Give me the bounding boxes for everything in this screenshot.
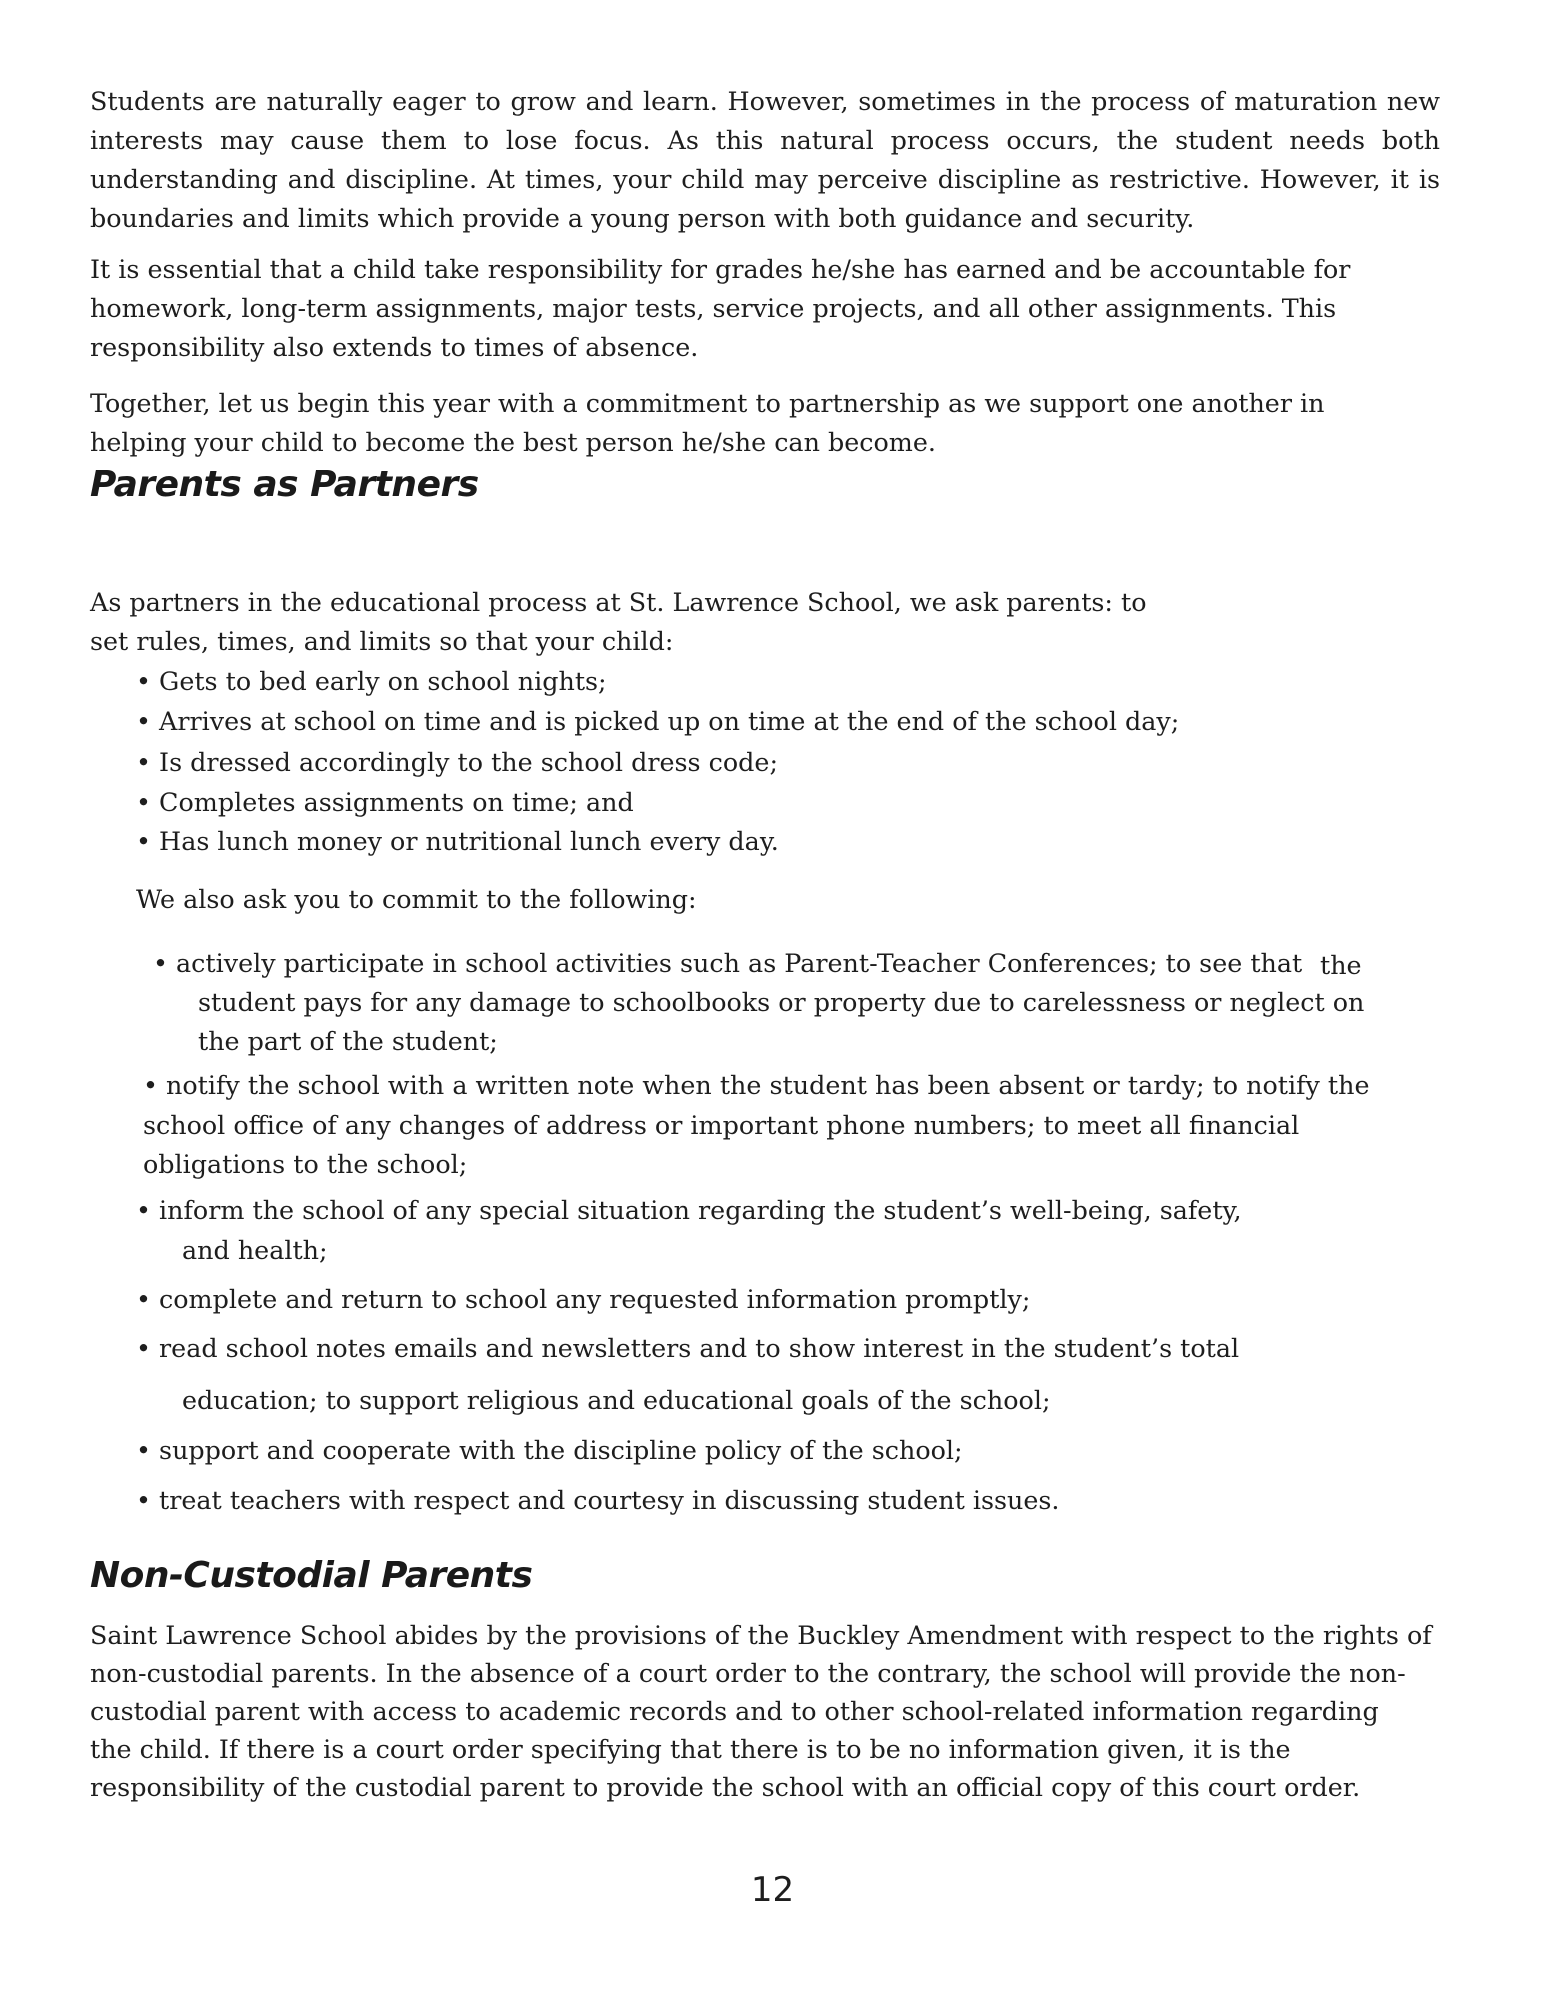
non-custodial-line: non-custodial parents. In the absence of a court order to the contrary, the school will provide the non- xyxy=(90,1658,1406,1688)
rule-item: • Completes assignments on time; and xyxy=(136,787,634,817)
commitment-item-continued: school office of any changes of address or important phone numbers; to meet all financial xyxy=(143,1110,1300,1140)
non-custodial-line: custodial parent with access to academic records and to other school-related information regarding xyxy=(90,1696,1379,1726)
commitment-item-continued: the part of the student; xyxy=(198,1026,498,1056)
commitment-item: • complete and return to school any requested information promptly; xyxy=(136,1284,1031,1314)
intro-paragraph-2: It is essential that a child take responsibility for grades he/she has earned and be accountable for homework, long-term assignments, major tests, service projects, and all other assignments. This responsibility also extends to times of absence. xyxy=(90,254,1351,362)
commitment-item-continued: education; to support religious and educational goals of the school; xyxy=(182,1385,1051,1415)
intro-paragraph-3: Together, let us begin this year with a commitment to partnership as we support one another in helping your child to become the best person he/she can become. xyxy=(90,388,1325,457)
rule-item: • Arrives at school on time and is picked up on time at the end of the school day; xyxy=(136,706,1180,736)
commitment-item-continued: student pays for any damage to schoolbooks or property due to carelessness or neglect on xyxy=(198,987,1365,1017)
commitment-item: • notify the school with a written note when the student has been absent or tardy; to notify the xyxy=(143,1070,1370,1100)
partners-intro-line-1: As partners in the educational process at St. Lawrence School, we ask parents: to xyxy=(90,587,1147,617)
commitment-item: • actively participate in school activities such as Parent-Teacher Conferences; to see that xyxy=(153,948,1303,978)
rule-item: • Gets to bed early on school nights; xyxy=(136,666,607,696)
rule-item: • Is dressed accordingly to the school dress code; xyxy=(136,747,778,777)
heading-parents-as-partners: Parents as Partners xyxy=(90,464,479,505)
non-custodial-line: the child. If there is a court order specifying that there is to be no information given, it is the xyxy=(90,1734,1291,1764)
commitment-item-continued: obligations to the school; xyxy=(143,1149,468,1179)
commitment-item: • inform the school of any special situation regarding the student’s well-being, safety, xyxy=(136,1195,1242,1225)
non-custodial-line: responsibility of the custodial parent to provide the school with an official copy of this court order. xyxy=(90,1772,1361,1802)
commitment-item: • read school notes emails and newsletters and to show interest in the student’s total xyxy=(136,1333,1240,1363)
heading-non-custodial-parents: Non-Custodial Parents xyxy=(90,1555,533,1596)
non-custodial-line: Saint Lawrence School abides by the provisions of the Buckley Amendment with respect to the rights of xyxy=(90,1620,1432,1650)
commitment-item-continued: and health; xyxy=(182,1235,328,1265)
rule-item: • Has lunch money or nutritional lunch every day. xyxy=(136,826,779,856)
commitment-item: • support and cooperate with the discipline policy of the school; xyxy=(136,1435,963,1465)
intro-paragraph-1: Students are naturally eager to grow and learn. However, sometimes in the process of maturation new interests may cause them to lose focus. As this natural process occurs, the student needs both understanding and discipline. At times, your child may perceive discipline as restrictive. However, it is boundaries and limits which provide a young person with both guidance and security. xyxy=(90,86,1440,233)
commitment-item-fragment: the xyxy=(1320,950,1362,980)
commit-intro: We also ask you to commit to the following: xyxy=(136,884,697,914)
page-number: 12 xyxy=(750,1870,795,1910)
partners-intro-line-2: set rules, times, and limits so that your child: xyxy=(90,626,674,656)
commitment-item: • treat teachers with respect and courtesy in discussing student issues. xyxy=(136,1485,1060,1515)
